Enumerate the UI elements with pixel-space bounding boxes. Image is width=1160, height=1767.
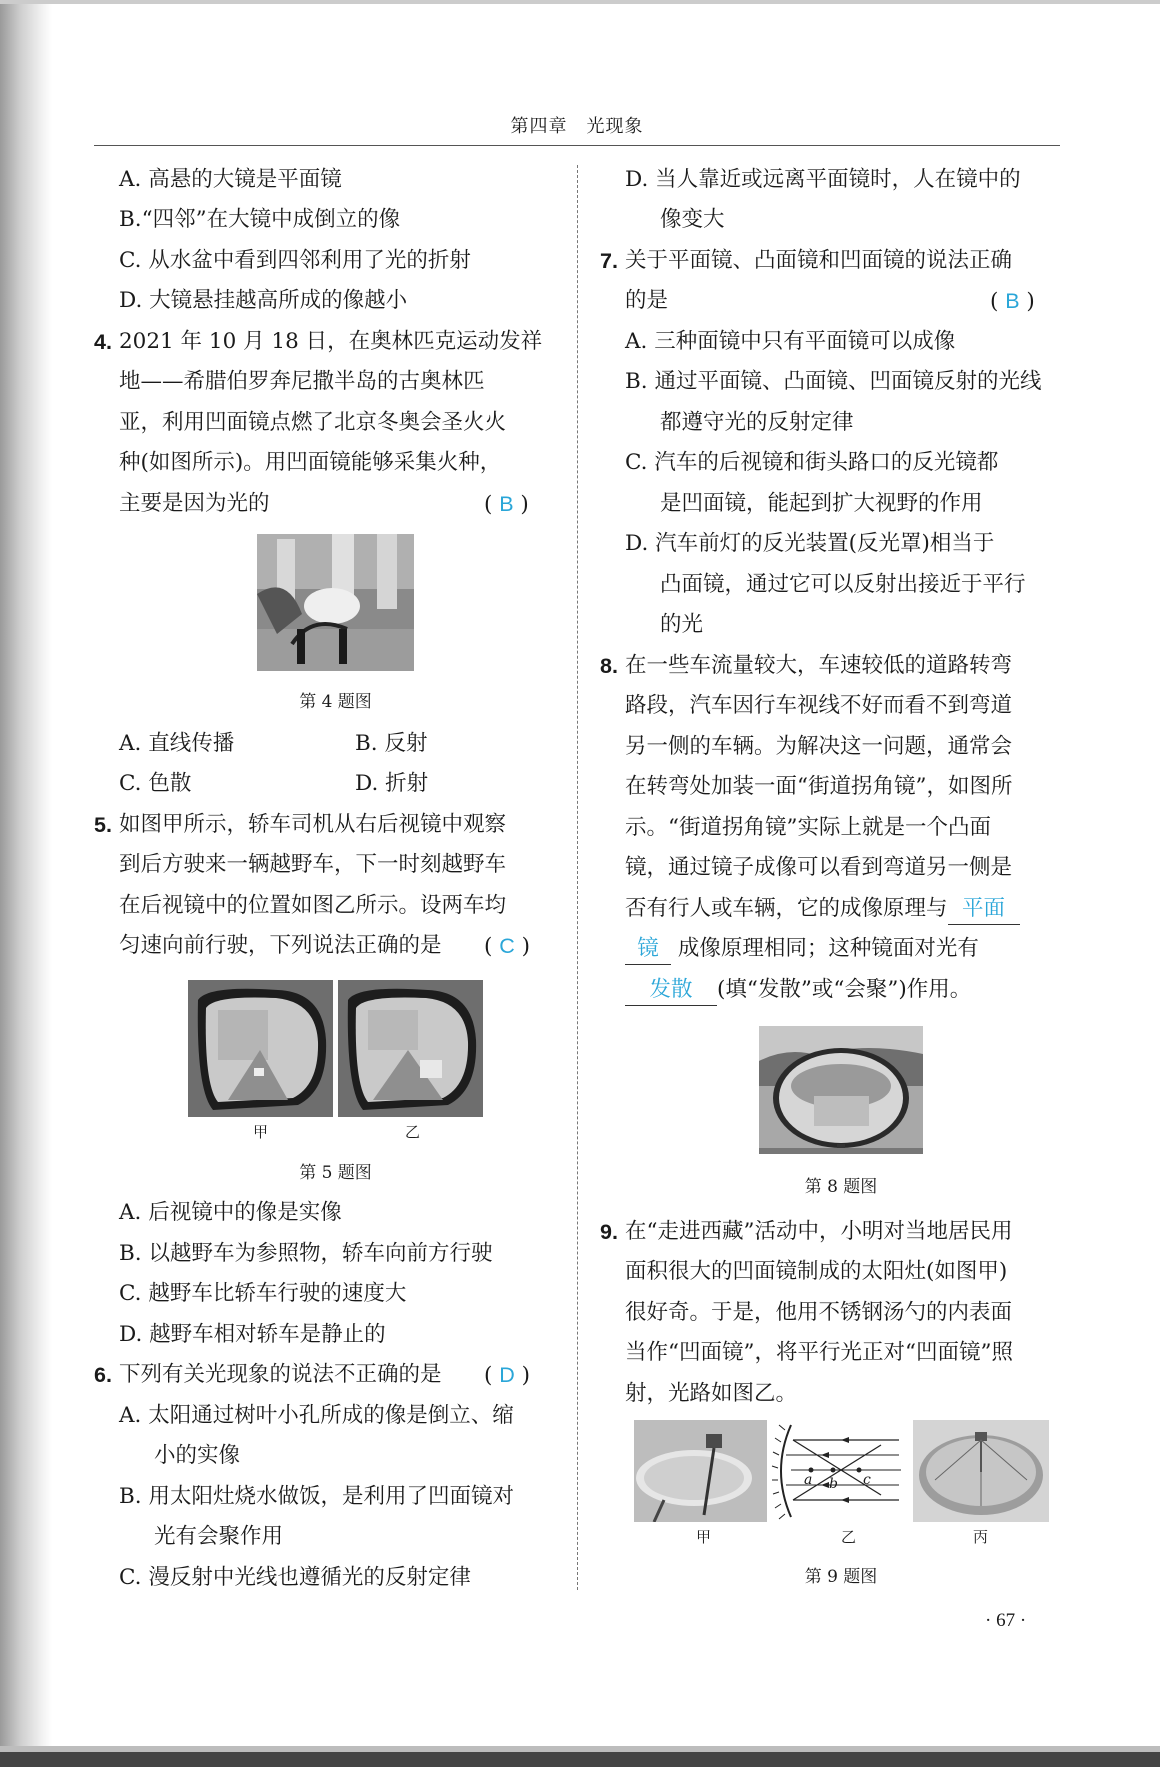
q4-option-d: D. 折射 [355,771,429,796]
q7-option-b-cont: 都遵守光的反射定律 [660,410,854,435]
q8-blank-1: 平面 [948,894,1020,925]
q8-photo [759,1026,923,1154]
q7-option-d-cont: 的光 [660,612,704,637]
bottom-bar [0,1752,1160,1767]
q9-line: 在“走进西藏”活动中，小明对当地居民用 [625,1219,1013,1244]
q8-line-text: 否有行人或车辆，它的成像原理与 [625,896,948,921]
q4-line: 主要是因为光的 [119,491,270,516]
q9-label-yi: 乙 [841,1528,857,1546]
q8-line-text: 成像原理相同；这种镜面对光有 [677,936,979,961]
q6-option-a-cont: 小的实像 [154,1443,241,1468]
q3-option-d: D. 大镜悬挂越高所成的像越小 [119,288,408,313]
q5-number: 5. [94,813,112,837]
q4-answer-bracket: ( B ) [484,492,529,517]
q4-line: 种(如图所示)。用凹面镜能够采集火种， [119,450,502,475]
q8-number: 8. [600,654,618,678]
page-number: · 67 · [985,1610,1027,1631]
q4-option-c: C. 色散 [119,771,192,796]
q7-answer-bracket: ( B ) [990,289,1035,314]
q9-label-bing: 丙 [973,1528,989,1546]
q3-option-c: C. 从水盆中看到四邻利用了光的折射 [119,248,471,273]
q9-line: 很好奇。于是，他用不锈钢汤勺的内表面 [625,1300,1013,1325]
q9-number: 9. [600,1220,618,1244]
chapter-header: 第四章 光现象 [510,116,644,137]
q3-option-b: B.“四邻”在大镜中成倒立的像 [119,207,401,232]
page-shadow [0,0,52,1767]
q9-point-c: c [863,1472,871,1488]
q9-point-b: b [829,1476,838,1492]
q9-line: 面积很大的凹面镜制成的太阳灶(如图甲) [625,1259,1008,1284]
q8-line [625,934,979,965]
q8-caption: 第 8 题图 [804,1177,878,1197]
q7-option-a: A. 三种面镜中只有平面镜可以成像 [625,329,956,354]
q8-line: 示。“街道拐角镜”实际上就是一个凸面 [625,815,991,840]
q7-option-c: C. 汽车的后视镜和街头路口的反光镜都 [625,450,999,475]
q5-option-a: A. 后视镜中的像是实像 [119,1200,342,1225]
q9-line: 当作“凹面镜”，将平行光正对“凹面镜”照 [625,1340,1013,1365]
q6-stem: 下列有关光现象的说法不正确的是 [119,1362,442,1387]
q7-answer: B [1005,289,1020,313]
q8-line: 镜，通过镜子成像可以看到弯道另一侧是 [625,855,1013,880]
q8-line [625,975,971,1006]
q6-option-c: C. 漫反射中光线也遵循光的反射定律 [119,1565,471,1590]
q4-option-a: A. 直线传播 [119,731,235,756]
q8-line: 在一些车流量较大，车速较低的道路转弯 [625,653,1013,678]
q6-number: 6. [94,1363,112,1387]
q5-mirror-photo-a [188,980,333,1117]
q4-option-b: B. 反射 [355,731,428,756]
column-divider [577,165,578,1590]
q7-option-c-cont: 是凹面镜，能起到扩大视野的作用 [660,491,983,516]
q6-option-d: D. 当人靠近或远离平面镜时，人在镜中的 [625,167,1021,192]
q5-option-d: D. 越野车相对轿车是静止的 [119,1322,386,1347]
q8-line [625,894,1020,925]
q6-option-d-cont: 像变大 [660,207,725,232]
q4-line: 地——希腊伯罗奔尼撒半岛的古奥林匹 [119,369,485,394]
q4-photo [257,534,414,671]
q9-caption: 第 9 题图 [804,1567,878,1587]
q5-label-a: 甲 [253,1123,269,1141]
q7-option-d-cont: 凸面镜，通过它可以反射出接近于平行 [660,572,1026,597]
q4-caption: 第 4 题图 [299,692,372,712]
q6-option-b-cont: 光有会聚作用 [154,1524,284,1549]
top-edge [0,0,1160,4]
q6-answer-bracket: ( D ) [484,1363,530,1388]
q4-line: 亚，利用凹面镜点燃了北京冬奥会圣火火 [119,410,507,435]
q5-line: 在后视镜中的位置如图乙所示。设两车均 [119,893,507,918]
header-rule [94,145,1060,146]
q5-option-b: B. 以越野车为参照物，轿车向前方行驶 [119,1241,493,1266]
q5-line: 如图甲所示，轿车司机从右后视镜中观察 [119,812,507,837]
q8-line: 在转弯处加装一面“街道拐角镜”，如图所 [625,774,1013,799]
q7-option-d: D. 汽车前灯的反光装置(反光罩)相当于 [625,531,995,556]
q7-stem: 关于平面镜、凸面镜和凹面镜的说法正确 [625,248,1013,273]
q6-option-a: A. 太阳通过树叶小孔所成的像是倒立、缩 [119,1403,514,1428]
q8-blank-2: 发散 [625,975,717,1006]
q8-line: 另一侧的车辆。为解决这一问题，通常会 [625,734,1013,759]
q5-option-c: C. 越野车比轿车行驶的速度大 [119,1281,407,1306]
q3-option-a: A. 高悬的大镜是平面镜 [119,167,342,192]
q4-answer: B [499,492,514,516]
q6-option-b: B. 用太阳灶烧水做饭，是利用了凹面镜对 [119,1484,514,1509]
q4-line: 2021 年 10 月 18 日，在奥林匹克运动发祥 [119,329,543,354]
q5-line: 匀速向前行驶，下列说法正确的是 [119,933,442,958]
q5-line: 到后方驶来一辆越野车，下一时刻越野车 [119,852,507,877]
q8-line-text: (填“发散”或“会聚”)作用。 [717,977,972,1002]
q7-stem-cont: 的是 [625,288,669,313]
q9-line: 射，光路如图乙。 [625,1381,798,1406]
q9-solar-cooker-photo [634,1420,767,1522]
q9-label-jia: 甲 [696,1528,712,1546]
q5-mirror-photo-b [338,980,483,1117]
q5-caption: 第 5 题图 [299,1163,372,1183]
q5-label-b: 乙 [405,1123,421,1141]
q8-blank-1-cont: 镜 [625,934,671,965]
q5-answer-bracket: ( C ) [484,934,530,959]
q6-answer: D [499,1363,515,1387]
q9-point-a: a [804,1472,813,1488]
q9-dish-photo [913,1420,1049,1522]
q4-number: 4. [94,330,112,354]
q5-answer: C [499,934,515,958]
q8-line: 路段，汽车因行车视线不好而看不到弯道 [625,693,1013,718]
q7-option-b: B. 通过平面镜、凸面镜、凹面镜反射的光线 [625,369,1042,394]
q7-number: 7. [600,249,618,273]
q9-light-path-diagram [771,1420,903,1522]
